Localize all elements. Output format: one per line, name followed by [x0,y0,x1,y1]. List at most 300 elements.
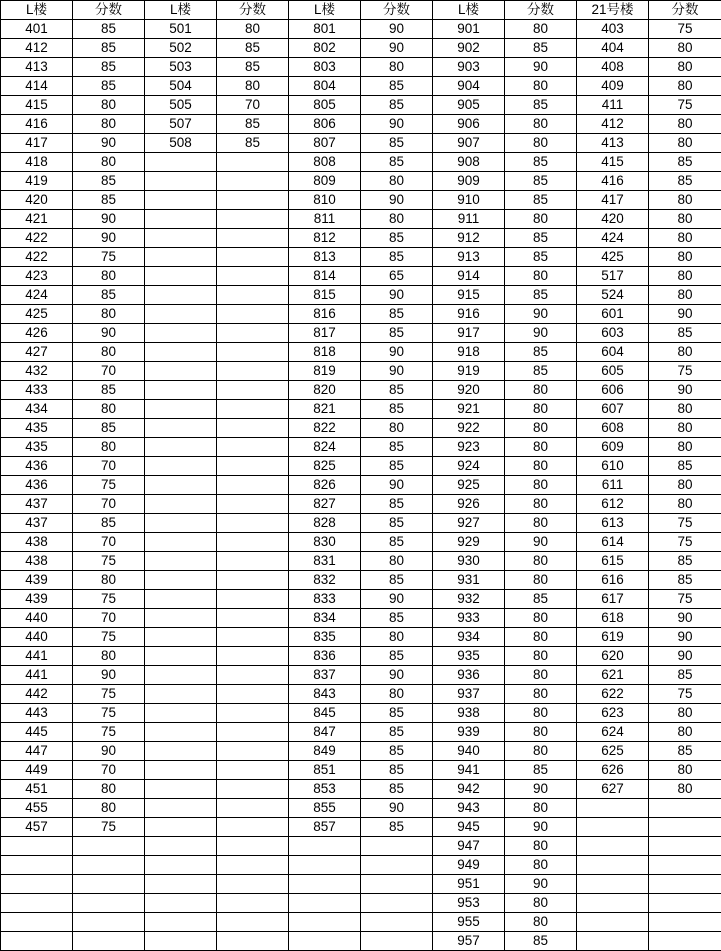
table-body [1,20,721,951]
room-cell: 438 [1,552,73,571]
score-cell [217,552,289,571]
score-cell: 80 [73,153,145,172]
score-cell [73,856,145,875]
score-cell: 85 [73,381,145,400]
room-cell: 517 [577,267,649,286]
room-cell: 613 [577,514,649,533]
score-cell: 85 [361,229,433,248]
score-cell: 80 [649,134,721,153]
room-cell: 422 [1,248,73,267]
score-cell: 80 [73,96,145,115]
score-cell: 90 [505,58,577,77]
score-cell: 80 [505,134,577,153]
room-cell: 813 [289,248,361,267]
score-cell: 85 [505,362,577,381]
score-cell: 85 [217,39,289,58]
score-cell: 90 [505,818,577,837]
room-cell: 605 [577,362,649,381]
room-cell [145,761,217,780]
room-cell [577,856,649,875]
room-cell: 819 [289,362,361,381]
room-cell [145,343,217,362]
room-cell: 919 [433,362,505,381]
room-cell: 455 [1,799,73,818]
score-cell [361,856,433,875]
score-cell: 80 [649,286,721,305]
score-cell: 90 [361,20,433,39]
room-cell: 435 [1,419,73,438]
score-cell [361,875,433,894]
room-cell: 827 [289,495,361,514]
header-score-1: 分数 [73,1,145,20]
score-cell: 80 [505,856,577,875]
score-cell [649,818,721,837]
table-row [1,932,721,951]
score-cell [217,514,289,533]
room-cell: 601 [577,305,649,324]
score-cell [649,875,721,894]
score-cell: 80 [73,343,145,362]
score-cell [217,837,289,856]
score-cell: 90 [361,191,433,210]
score-cell: 80 [505,723,577,742]
score-cell: 80 [649,58,721,77]
score-cell: 75 [73,248,145,267]
room-cell: 855 [289,799,361,818]
table-row [1,590,721,609]
room-cell: 804 [289,77,361,96]
room-cell [145,837,217,856]
score-cell: 75 [73,476,145,495]
score-cell: 85 [505,761,577,780]
room-cell: 820 [289,381,361,400]
score-cell [217,571,289,590]
header-score-2: 分数 [217,1,289,20]
room-cell: 940 [433,742,505,761]
room-cell: 836 [289,647,361,666]
room-cell: 847 [289,723,361,742]
score-cell: 90 [649,305,721,324]
table-row [1,875,721,894]
room-cell: 917 [433,324,505,343]
score-cell: 75 [649,362,721,381]
score-cell [217,210,289,229]
room-cell: 929 [433,533,505,552]
score-cell [217,875,289,894]
score-cell: 90 [73,134,145,153]
room-cell: 439 [1,590,73,609]
score-cell: 85 [649,552,721,571]
room-cell: 610 [577,457,649,476]
room-cell: 619 [577,628,649,647]
room-cell: 426 [1,324,73,343]
header-building-2: L楼 [145,1,217,20]
table-row [1,381,721,400]
score-cell: 80 [505,628,577,647]
room-cell [289,875,361,894]
score-cell [649,894,721,913]
score-cell: 85 [361,533,433,552]
room-cell: 925 [433,476,505,495]
room-cell [577,913,649,932]
score-cell: 80 [505,115,577,134]
table-row [1,305,721,324]
room-cell [145,381,217,400]
room-cell [145,647,217,666]
room-cell: 424 [1,286,73,305]
header-score-4: 分数 [505,1,577,20]
room-cell: 930 [433,552,505,571]
score-cell [217,799,289,818]
room-cell [145,438,217,457]
room-cell [145,875,217,894]
room-cell: 945 [433,818,505,837]
room-cell: 436 [1,476,73,495]
room-cell: 441 [1,647,73,666]
room-cell [1,856,73,875]
table-row [1,457,721,476]
score-cell: 80 [361,552,433,571]
room-cell [577,932,649,951]
room-cell: 815 [289,286,361,305]
room-cell: 524 [577,286,649,305]
room-cell: 936 [433,666,505,685]
score-cell [217,628,289,647]
score-cell [217,381,289,400]
room-cell [145,685,217,704]
room-cell: 415 [1,96,73,115]
score-cell [217,153,289,172]
score-cell [73,837,145,856]
room-cell [577,875,649,894]
score-cell: 80 [73,115,145,134]
room-cell: 914 [433,267,505,286]
room-cell: 432 [1,362,73,381]
score-cell: 80 [361,210,433,229]
score-cell: 85 [505,191,577,210]
score-cell [73,875,145,894]
score-cell: 85 [361,704,433,723]
score-cell: 85 [361,495,433,514]
score-cell: 80 [649,780,721,799]
room-cell [289,932,361,951]
header-score-5: 分数 [649,1,721,20]
room-cell: 437 [1,514,73,533]
room-cell: 834 [289,609,361,628]
room-cell: 419 [1,172,73,191]
room-cell: 821 [289,400,361,419]
room-cell: 803 [289,58,361,77]
room-cell: 445 [1,723,73,742]
score-cell [217,419,289,438]
score-cell: 80 [505,20,577,39]
room-cell: 507 [145,115,217,134]
score-cell: 75 [73,590,145,609]
score-cell [217,742,289,761]
room-cell: 904 [433,77,505,96]
room-cell: 807 [289,134,361,153]
score-cell: 80 [361,172,433,191]
room-cell: 853 [289,780,361,799]
table-row [1,286,721,305]
room-cell [145,704,217,723]
score-cell [217,685,289,704]
room-cell [145,514,217,533]
room-cell: 418 [1,153,73,172]
score-cell [217,913,289,932]
room-cell: 816 [289,305,361,324]
score-cell: 85 [361,248,433,267]
score-cell: 80 [361,628,433,647]
score-cell [217,400,289,419]
score-cell [217,666,289,685]
room-cell: 615 [577,552,649,571]
score-cell: 85 [505,343,577,362]
table-row [1,609,721,628]
room-cell: 830 [289,533,361,552]
room-cell: 603 [577,324,649,343]
score-cell: 75 [649,590,721,609]
score-cell: 85 [217,58,289,77]
room-cell: 921 [433,400,505,419]
room-cell: 625 [577,742,649,761]
table-row [1,400,721,419]
room-cell: 608 [577,419,649,438]
score-cell: 85 [361,514,433,533]
score-cell: 85 [505,932,577,951]
room-cell: 626 [577,761,649,780]
score-cell [217,248,289,267]
score-cell: 85 [649,571,721,590]
score-cell: 85 [361,742,433,761]
score-cell: 70 [73,495,145,514]
score-cell: 80 [217,77,289,96]
room-cell: 949 [433,856,505,875]
room-cell: 408 [577,58,649,77]
score-cell: 85 [505,96,577,115]
table-row [1,39,721,58]
room-cell: 401 [1,20,73,39]
room-cell: 843 [289,685,361,704]
room-cell [145,628,217,647]
score-cell [217,932,289,951]
room-cell: 451 [1,780,73,799]
room-cell: 907 [433,134,505,153]
score-cell: 80 [649,267,721,286]
room-cell [145,324,217,343]
room-cell: 620 [577,647,649,666]
room-cell: 413 [577,134,649,153]
score-cell: 75 [73,628,145,647]
room-cell: 457 [1,818,73,837]
room-cell: 424 [577,229,649,248]
score-cell: 80 [73,571,145,590]
score-cell: 90 [505,780,577,799]
score-cell: 85 [73,77,145,96]
header-building-5: 21号楼 [577,1,649,20]
room-cell: 903 [433,58,505,77]
score-cell: 75 [73,704,145,723]
score-cell [649,799,721,818]
score-cell: 80 [505,381,577,400]
score-cell: 80 [73,647,145,666]
room-cell: 416 [577,172,649,191]
room-cell: 902 [433,39,505,58]
score-cell: 80 [505,609,577,628]
score-cell: 80 [505,400,577,419]
room-cell [289,913,361,932]
score-cell: 85 [649,457,721,476]
table-row [1,780,721,799]
score-cell [217,723,289,742]
room-cell: 416 [1,115,73,134]
room-cell: 924 [433,457,505,476]
room-cell: 911 [433,210,505,229]
score-cell [217,172,289,191]
room-cell: 837 [289,666,361,685]
room-cell: 442 [1,685,73,704]
room-cell: 814 [289,267,361,286]
score-cell: 85 [73,286,145,305]
room-cell [145,305,217,324]
room-cell [145,362,217,381]
room-cell [577,818,649,837]
score-cell: 75 [73,723,145,742]
score-cell: 85 [505,153,577,172]
room-cell: 412 [1,39,73,58]
room-cell: 422 [1,229,73,248]
score-cell: 80 [73,799,145,818]
header-row [1,1,721,20]
score-cell: 85 [649,324,721,343]
score-cell: 90 [505,324,577,343]
room-cell: 503 [145,58,217,77]
score-cell: 80 [505,666,577,685]
room-cell: 931 [433,571,505,590]
room-cell [145,153,217,172]
score-cell [217,324,289,343]
room-cell: 441 [1,666,73,685]
room-cell: 417 [1,134,73,153]
table-row [1,362,721,381]
score-cell: 90 [649,609,721,628]
score-cell: 80 [505,685,577,704]
room-cell [577,894,649,913]
score-cell [217,495,289,514]
score-cell: 80 [361,685,433,704]
table-row [1,552,721,571]
score-cell: 70 [73,457,145,476]
room-cell: 404 [577,39,649,58]
room-cell: 413 [1,58,73,77]
score-cell: 85 [217,134,289,153]
score-cell: 90 [361,286,433,305]
score-cell: 85 [217,115,289,134]
room-cell: 826 [289,476,361,495]
room-cell: 501 [145,20,217,39]
room-cell: 434 [1,400,73,419]
score-cell: 80 [505,267,577,286]
score-cell: 85 [73,172,145,191]
score-cell: 75 [649,685,721,704]
room-cell: 809 [289,172,361,191]
score-cell [217,362,289,381]
table-row [1,666,721,685]
table-row [1,248,721,267]
score-cell [649,913,721,932]
score-cell [217,457,289,476]
room-cell: 818 [289,343,361,362]
room-cell: 623 [577,704,649,723]
score-cell: 80 [505,704,577,723]
room-cell: 437 [1,495,73,514]
table-row [1,229,721,248]
score-cell: 80 [505,647,577,666]
room-cell: 947 [433,837,505,856]
room-cell [145,419,217,438]
room-cell: 812 [289,229,361,248]
table-row [1,913,721,932]
table-row [1,438,721,457]
room-cell: 909 [433,172,505,191]
table-row [1,20,721,39]
room-cell [145,210,217,229]
room-cell: 420 [1,191,73,210]
score-cell: 90 [649,647,721,666]
room-cell: 439 [1,571,73,590]
room-cell [145,267,217,286]
table-row [1,115,721,134]
score-cell [217,191,289,210]
room-cell: 412 [577,115,649,134]
score-cell [361,837,433,856]
score-cell: 85 [505,286,577,305]
room-cell: 423 [1,267,73,286]
room-cell: 824 [289,438,361,457]
score-cell: 80 [649,248,721,267]
room-cell: 409 [577,77,649,96]
score-cell: 85 [73,514,145,533]
score-cell: 80 [73,267,145,286]
table-row [1,628,721,647]
room-cell: 908 [433,153,505,172]
table-row [1,647,721,666]
score-cell [649,932,721,951]
room-cell: 955 [433,913,505,932]
table-row [1,96,721,115]
room-cell [145,609,217,628]
table-row [1,495,721,514]
score-cell: 90 [649,628,721,647]
room-cell: 433 [1,381,73,400]
score-cell [217,305,289,324]
score-cell: 75 [73,685,145,704]
room-cell: 604 [577,343,649,362]
room-cell: 941 [433,761,505,780]
table-row [1,267,721,286]
table-row [1,533,721,552]
room-cell [145,286,217,305]
score-cell: 85 [361,780,433,799]
room-cell [145,894,217,913]
score-cell: 85 [73,419,145,438]
score-cell: 80 [361,419,433,438]
score-cell [217,780,289,799]
score-cell: 85 [361,134,433,153]
room-cell: 811 [289,210,361,229]
room-cell [145,476,217,495]
score-cell: 80 [505,476,577,495]
